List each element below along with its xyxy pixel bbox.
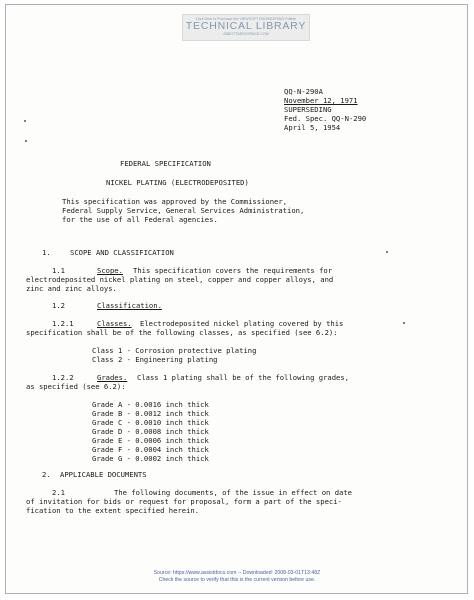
document-page — [5, 4, 468, 594]
para-1-2-2-number: 1.2.2 — [52, 373, 74, 382]
approval-line-2: Federal Supply Service, General Services Administration, — [62, 206, 305, 215]
footer-source: Source: https://www.assistdocs.com -- Downloaded: 2008-03-01T13:48Z — [153, 570, 321, 576]
para-1-2-2-text-2: as specified (see 6.2): — [26, 382, 126, 391]
banner-tagline: Click Here to Purchase the VIEWSOFT ENGINEERING Edition — [195, 17, 297, 21]
grade-a: Grade A - 0.0016 inch thick — [92, 400, 209, 409]
superseding-label: SUPERSEDING — [284, 105, 332, 114]
scan-speck — [386, 251, 388, 253]
para-1-1-text-2: electrodeposited nickel plating on steel, copper and copper alloys, and — [26, 275, 334, 284]
para-1-2-1-text-2: specification shall be of the following classes, as specified (see 6.2): — [26, 328, 338, 337]
grade-e: Grade E - 0.0006 inch thick — [92, 436, 209, 445]
para-1-2-1-label: Classes. — [97, 319, 132, 328]
download-footer — [0, 570, 474, 584]
grade-f: Grade F - 0.0004 inch thick — [92, 445, 209, 454]
scan-speck — [403, 322, 405, 324]
para-1-2-2-label: Grades. — [97, 373, 128, 382]
approval-line-1: This specification was approved by the Commissioner, — [62, 197, 288, 206]
section-1-heading: SCOPE AND CLASSIFICATION — [70, 248, 174, 257]
section-2-heading: APPLICABLE DOCUMENTS — [60, 470, 147, 479]
doc-subtitle: NICKEL PLATING (ELECTRODEPOSITED) — [106, 178, 249, 187]
para-1-2-label: Classification. — [97, 301, 162, 310]
doc-title: FEDERAL SPECIFICATION — [120, 159, 211, 168]
approval-line-3: for the use of all Federal agencies. — [62, 215, 218, 224]
para-2-1-text-2: of invitation for bids or request for proposal, form a part of the speci- — [26, 497, 342, 506]
para-1-2-1-number: 1.2.1 — [52, 319, 74, 328]
para-1-2-1-text-1: Electrodeposited nickel plating covered by this — [140, 319, 344, 328]
para-1-1-text-1: This specification covers the requirements for — [133, 266, 333, 275]
para-2-1-number: 2.1 — [52, 488, 65, 497]
spec-number: QQ-N-290A — [284, 87, 323, 96]
class-1: Class 1 - Corrosion protective plating — [92, 346, 257, 355]
para-1-2-number: 1.2 — [52, 301, 65, 310]
para-1-2-2-text-1: Class 1 plating shall be of the following grades, — [137, 373, 350, 382]
scan-speck — [24, 120, 26, 122]
superseded-spec: Fed. Spec. QQ-N-290 — [284, 114, 367, 123]
grade-g: Grade G - 0.0002 inch thick — [92, 454, 209, 463]
grade-c: Grade C - 0.0010 inch thick — [92, 418, 209, 427]
banner-title: TECHNICAL LIBRARY — [185, 20, 307, 32]
spec-header — [284, 87, 366, 132]
document-body — [6, 5, 469, 595]
spec-date: November 12, 1971 — [284, 96, 358, 105]
footer-note: Check the source to verify that this is the current version before use. — [158, 577, 316, 583]
grade-d: Grade D - 0.0008 inch thick — [92, 427, 209, 436]
superseded-date: April 5, 1954 — [284, 123, 341, 132]
class-2: Class 2 - Engineering plating — [92, 355, 218, 364]
para-2-1-text-3: fication to the extent specified herein. — [26, 506, 200, 515]
para-1-1-number: 1.1 — [52, 266, 65, 275]
banner-url: ABBOTTAEROSPACE.COM — [223, 32, 269, 36]
section-2-number: 2. — [42, 470, 51, 479]
para-1-1-text-3: zinc and zinc alloys. — [26, 284, 117, 293]
para-1-1-label: Scope. — [97, 266, 123, 275]
para-2-1-text-1: The following documents, of the issue in effect on date — [114, 488, 352, 497]
section-1-number: 1. — [42, 248, 51, 257]
grade-b: Grade B - 0.0012 inch thick — [92, 409, 209, 418]
scan-speck — [25, 140, 27, 142]
